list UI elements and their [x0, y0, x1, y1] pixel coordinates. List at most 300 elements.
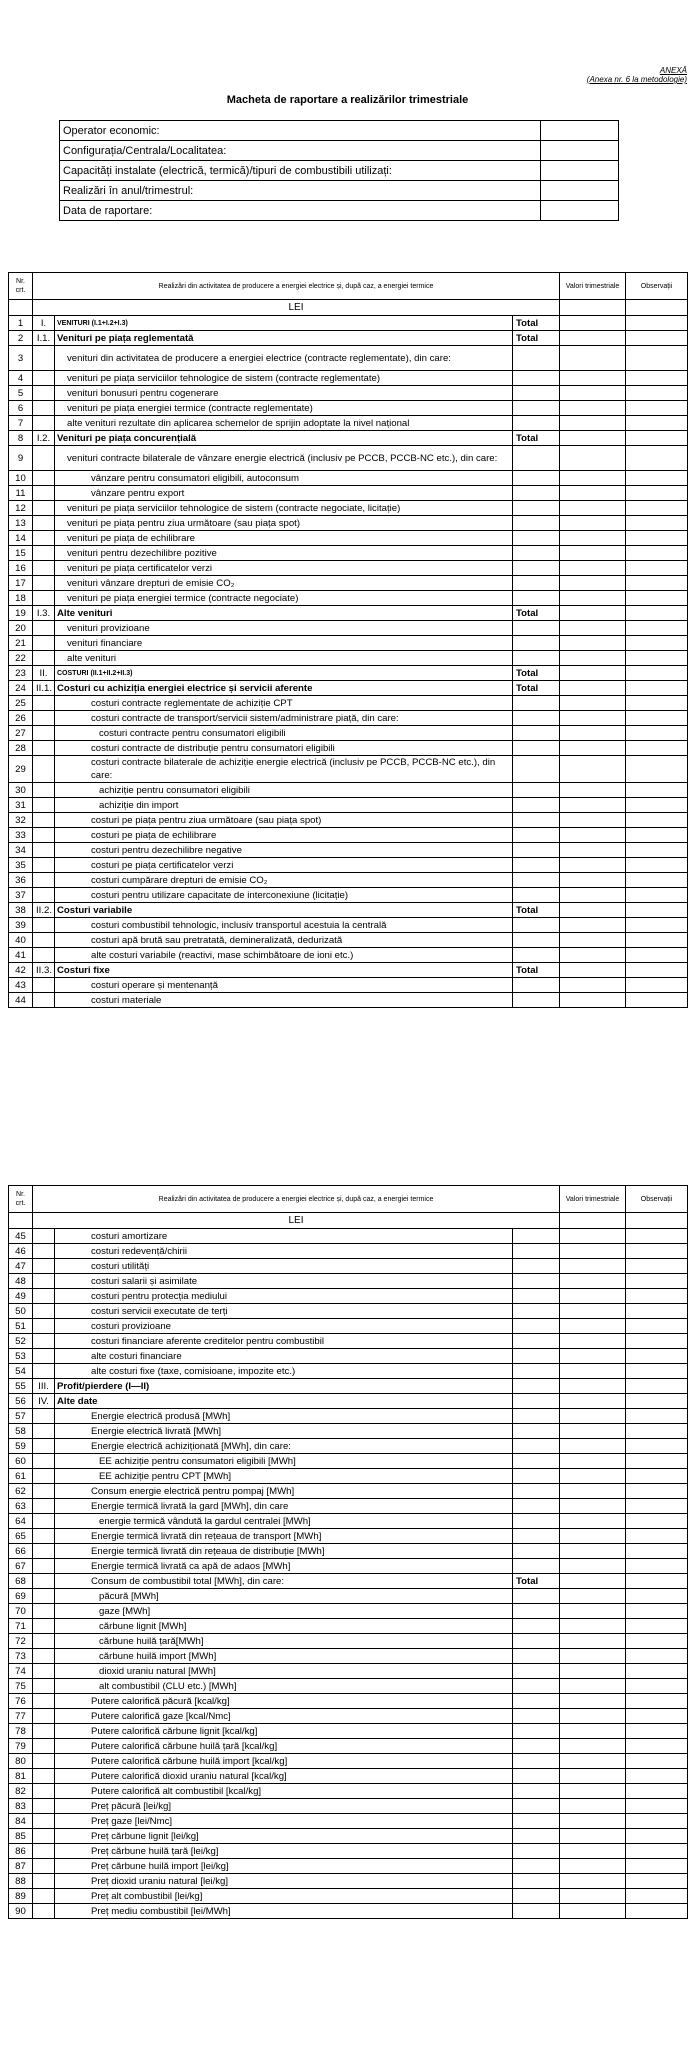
- row-total-label: [513, 1289, 560, 1304]
- row-section: [33, 1229, 55, 1244]
- row-observation-field[interactable]: [626, 1814, 688, 1829]
- row-section: [33, 918, 55, 933]
- row-value-field[interactable]: [560, 1709, 626, 1724]
- row-observation-field[interactable]: [626, 756, 688, 783]
- row-value-field[interactable]: [560, 1274, 626, 1289]
- unit-label: LEI: [33, 1213, 560, 1229]
- header-field-value[interactable]: [541, 201, 619, 221]
- row-total-label: [513, 933, 560, 948]
- row-value-field[interactable]: [560, 546, 626, 561]
- table-row: [9, 1484, 688, 1499]
- row-value-field[interactable]: [560, 756, 626, 783]
- row-observation-field[interactable]: [626, 798, 688, 813]
- table-row: [9, 726, 688, 741]
- table-row: [9, 1244, 688, 1259]
- row-description: venituri pe piața de echilibrare: [55, 531, 513, 546]
- row-total-label: [513, 1814, 560, 1829]
- header-field-value[interactable]: [541, 141, 619, 161]
- row-observation-field[interactable]: [626, 591, 688, 606]
- row-description: achiziție pentru consumatori eligibili: [55, 783, 513, 798]
- table-row: [9, 401, 688, 416]
- row-observation-field[interactable]: [626, 666, 688, 681]
- row-number: 45: [9, 1229, 33, 1244]
- row-description: cărbune lignit [MWh]: [55, 1619, 513, 1634]
- row-value-field[interactable]: [560, 948, 626, 963]
- row-value-field[interactable]: [560, 1409, 626, 1424]
- row-value-field[interactable]: [560, 1784, 626, 1799]
- row-value-field[interactable]: [560, 1724, 626, 1739]
- row-value-field[interactable]: [560, 471, 626, 486]
- row-value-field[interactable]: [560, 316, 626, 331]
- row-section: [33, 1739, 55, 1754]
- row-observation-field[interactable]: [626, 636, 688, 651]
- row-observation-field[interactable]: [626, 1874, 688, 1889]
- row-observation-field[interactable]: [626, 1409, 688, 1424]
- row-observation-field[interactable]: [626, 1799, 688, 1814]
- row-value-field[interactable]: [560, 1424, 626, 1439]
- row-observation-field[interactable]: [626, 1649, 688, 1664]
- row-value-field[interactable]: [560, 1379, 626, 1394]
- row-value-field[interactable]: [560, 1619, 626, 1634]
- row-observation-field[interactable]: [626, 516, 688, 531]
- row-observation-field[interactable]: [626, 346, 688, 371]
- header-field-value[interactable]: [541, 181, 619, 201]
- row-value-field[interactable]: [560, 516, 626, 531]
- row-observation-field[interactable]: [626, 1754, 688, 1769]
- row-value-field[interactable]: [560, 1634, 626, 1649]
- row-number: 82: [9, 1784, 33, 1799]
- table-row: [9, 331, 688, 346]
- row-total-label: [513, 471, 560, 486]
- row-number: 57: [9, 1409, 33, 1424]
- row-description: Putere calorifică cărbune lignit [kcal/kg]: [55, 1724, 513, 1739]
- row-value-field[interactable]: [560, 1229, 626, 1244]
- row-value-field[interactable]: [560, 963, 626, 978]
- row-observation-field[interactable]: [626, 1619, 688, 1634]
- row-observation-field[interactable]: [626, 1274, 688, 1289]
- row-value-field[interactable]: [560, 1334, 626, 1349]
- row-observation-field[interactable]: [626, 1574, 688, 1589]
- row-value-field[interactable]: [560, 591, 626, 606]
- row-value-field[interactable]: [560, 501, 626, 516]
- row-total-label: [513, 873, 560, 888]
- row-number: 49: [9, 1289, 33, 1304]
- row-value-field[interactable]: [560, 1394, 626, 1409]
- row-value-field[interactable]: [560, 1304, 626, 1319]
- row-observation-field[interactable]: [626, 651, 688, 666]
- row-value-field[interactable]: [560, 446, 626, 471]
- row-observation-field[interactable]: [626, 1604, 688, 1619]
- row-observation-field[interactable]: [626, 1709, 688, 1724]
- row-observation-field[interactable]: [626, 1259, 688, 1274]
- row-observation-field[interactable]: [626, 1439, 688, 1454]
- row-value-field[interactable]: [560, 1244, 626, 1259]
- table-header-row: [9, 273, 688, 300]
- table-row: [9, 1619, 688, 1634]
- row-number: 70: [9, 1604, 33, 1619]
- row-section: [33, 858, 55, 873]
- row-observation-field[interactable]: [626, 1289, 688, 1304]
- row-number: 83: [9, 1799, 33, 1814]
- row-value-field[interactable]: [560, 1874, 626, 1889]
- row-observation-field[interactable]: [626, 1679, 688, 1694]
- row-observation-field[interactable]: [626, 431, 688, 446]
- row-section: [33, 1634, 55, 1649]
- row-section: [33, 1574, 55, 1589]
- row-value-field[interactable]: [560, 1439, 626, 1454]
- table-row: [9, 316, 688, 331]
- row-observation-field[interactable]: [626, 1454, 688, 1469]
- row-observation-field[interactable]: [626, 1559, 688, 1574]
- row-observation-field[interactable]: [626, 331, 688, 346]
- row-description: venituri pe piața serviciilor tehnologice de sistem (contracte reglementate): [55, 371, 513, 386]
- row-total-label: [513, 516, 560, 531]
- row-value-field[interactable]: [560, 1319, 626, 1334]
- row-value-field[interactable]: [560, 798, 626, 813]
- row-number: 23: [9, 666, 33, 681]
- row-observation-field[interactable]: [626, 1304, 688, 1319]
- row-section: [33, 416, 55, 431]
- table-row: [9, 621, 688, 636]
- row-value-field[interactable]: [560, 828, 626, 843]
- row-total-label: [513, 1304, 560, 1319]
- row-total-label: [513, 1559, 560, 1574]
- row-total-label: [513, 561, 560, 576]
- row-observation-field[interactable]: [626, 501, 688, 516]
- row-value-field[interactable]: [560, 1454, 626, 1469]
- row-value-field[interactable]: [560, 1889, 626, 1904]
- row-observation-field[interactable]: [626, 546, 688, 561]
- row-observation-field[interactable]: [626, 918, 688, 933]
- row-observation-field[interactable]: [626, 1544, 688, 1559]
- row-number: 53: [9, 1349, 33, 1364]
- row-value-field[interactable]: [560, 993, 626, 1008]
- row-total-label: Total: [513, 431, 560, 446]
- row-value-field[interactable]: [560, 933, 626, 948]
- row-description: costuri combustibil tehnologic, inclusiv transportul acestuia la centrală: [55, 918, 513, 933]
- row-value-field[interactable]: [560, 1739, 626, 1754]
- row-observation-field[interactable]: [626, 1739, 688, 1754]
- row-value-field[interactable]: [560, 1589, 626, 1604]
- row-observation-field[interactable]: [626, 561, 688, 576]
- row-value-field[interactable]: [560, 1799, 626, 1814]
- row-description: Energie termică livrată la gard [MWh], din care: [55, 1499, 513, 1514]
- row-total-label: [513, 591, 560, 606]
- row-value-field[interactable]: [560, 1664, 626, 1679]
- row-observation-field[interactable]: [626, 1244, 688, 1259]
- row-observation-field[interactable]: [626, 576, 688, 591]
- row-observation-field[interactable]: [626, 1334, 688, 1349]
- row-value-field[interactable]: [560, 531, 626, 546]
- row-value-field[interactable]: [560, 386, 626, 401]
- row-value-field[interactable]: [560, 1574, 626, 1589]
- row-value-field[interactable]: [560, 606, 626, 621]
- row-section: [33, 401, 55, 416]
- table-row: [9, 1814, 688, 1829]
- row-observation-field[interactable]: [626, 993, 688, 1008]
- row-observation-field[interactable]: [626, 1484, 688, 1499]
- row-observation-field[interactable]: [626, 1514, 688, 1529]
- unit-row-blank: [560, 1213, 626, 1229]
- row-value-field[interactable]: [560, 681, 626, 696]
- row-value-field[interactable]: [560, 486, 626, 501]
- row-value-field[interactable]: [560, 1514, 626, 1529]
- row-observation-field[interactable]: [626, 1634, 688, 1649]
- row-value-field[interactable]: [560, 1844, 626, 1859]
- row-value-field[interactable]: [560, 813, 626, 828]
- row-value-field[interactable]: [560, 331, 626, 346]
- table-row: [9, 798, 688, 813]
- row-section: [33, 1244, 55, 1259]
- row-observation-field[interactable]: [626, 1499, 688, 1514]
- row-section: I.1.: [33, 331, 55, 346]
- row-observation-field[interactable]: [626, 1229, 688, 1244]
- row-value-field[interactable]: [560, 561, 626, 576]
- row-number: 3: [9, 346, 33, 371]
- row-observation-field[interactable]: [626, 813, 688, 828]
- row-value-field[interactable]: [560, 978, 626, 993]
- row-number: 68: [9, 1574, 33, 1589]
- row-total-label: [513, 416, 560, 431]
- row-value-field[interactable]: [560, 1349, 626, 1364]
- row-section: II.3.: [33, 963, 55, 978]
- row-observation-field[interactable]: [626, 1364, 688, 1379]
- row-observation-field[interactable]: [626, 1889, 688, 1904]
- row-observation-field[interactable]: [626, 888, 688, 903]
- row-number: 4: [9, 371, 33, 386]
- row-description: alte venituri: [55, 651, 513, 666]
- table-row: [9, 1634, 688, 1649]
- row-value-field[interactable]: [560, 1604, 626, 1619]
- row-observation-field[interactable]: [626, 933, 688, 948]
- row-value-field[interactable]: [560, 416, 626, 431]
- row-section: [33, 798, 55, 813]
- row-value-field[interactable]: [560, 873, 626, 888]
- row-section: II.: [33, 666, 55, 681]
- row-observation-field[interactable]: [626, 371, 688, 386]
- row-total-label: [513, 1364, 560, 1379]
- row-observation-field[interactable]: [626, 828, 688, 843]
- row-observation-field[interactable]: [626, 1664, 688, 1679]
- row-value-field[interactable]: [560, 666, 626, 681]
- row-observation-field[interactable]: [626, 1844, 688, 1859]
- table-row: [9, 873, 688, 888]
- row-total-label: [513, 1784, 560, 1799]
- row-total-label: [513, 1829, 560, 1844]
- row-value-field[interactable]: [560, 1859, 626, 1874]
- row-value-field[interactable]: [560, 1259, 626, 1274]
- table-row: [9, 888, 688, 903]
- row-section: IV.: [33, 1394, 55, 1409]
- table-row: [9, 948, 688, 963]
- row-number: 38: [9, 903, 33, 918]
- row-value-field[interactable]: [560, 711, 626, 726]
- row-observation-field[interactable]: [626, 1589, 688, 1604]
- row-value-field[interactable]: [560, 1364, 626, 1379]
- row-observation-field[interactable]: [626, 858, 688, 873]
- row-total-label: [513, 401, 560, 416]
- row-description: costuri operare și mentenanță: [55, 978, 513, 993]
- row-observation-field[interactable]: [626, 843, 688, 858]
- row-number: 15: [9, 546, 33, 561]
- row-observation-field[interactable]: [626, 1394, 688, 1409]
- row-description: Consum energie electrică pentru pompaj [MWh]: [55, 1484, 513, 1499]
- row-observation-field[interactable]: [626, 1319, 688, 1334]
- row-number: 54: [9, 1364, 33, 1379]
- header-field-row: [60, 201, 619, 221]
- row-observation-field[interactable]: [626, 783, 688, 798]
- row-observation-field[interactable]: [626, 1769, 688, 1784]
- row-value-field[interactable]: [560, 431, 626, 446]
- row-total-label: [513, 621, 560, 636]
- row-observation-field[interactable]: [626, 1349, 688, 1364]
- row-value-field[interactable]: [560, 741, 626, 756]
- row-value-field[interactable]: [560, 1814, 626, 1829]
- row-number: 9: [9, 446, 33, 471]
- row-total-label: [513, 888, 560, 903]
- table-row: [9, 446, 688, 471]
- row-section: [33, 486, 55, 501]
- report-table-part-1: [8, 272, 688, 1008]
- row-observation-field[interactable]: [626, 471, 688, 486]
- row-observation-field[interactable]: [626, 316, 688, 331]
- row-value-field[interactable]: [560, 1529, 626, 1544]
- row-observation-field[interactable]: [626, 531, 688, 546]
- row-value-field[interactable]: [560, 1769, 626, 1784]
- row-observation-field[interactable]: [626, 386, 688, 401]
- row-observation-field[interactable]: [626, 1829, 688, 1844]
- row-total-label: [513, 948, 560, 963]
- row-description: păcură [MWh]: [55, 1589, 513, 1604]
- row-value-field[interactable]: [560, 1469, 626, 1484]
- row-description: alte venituri rezultate din aplicarea schemelor de sprijin adoptate la nivel național: [55, 416, 513, 431]
- row-value-field[interactable]: [560, 1754, 626, 1769]
- row-value-field[interactable]: [560, 1559, 626, 1574]
- row-number: 62: [9, 1484, 33, 1499]
- row-description: venituri contracte bilaterale de vânzare energie electrică (inclusiv pe PCCB, PCCB-NC etc.), din care:: [55, 446, 513, 471]
- header-field-label: Operator economic:: [60, 121, 541, 141]
- row-number: 59: [9, 1439, 33, 1454]
- row-value-field[interactable]: [560, 696, 626, 711]
- row-observation-field[interactable]: [626, 948, 688, 963]
- header-field-value[interactable]: [541, 121, 619, 141]
- row-value-field[interactable]: [560, 1499, 626, 1514]
- row-observation-field[interactable]: [626, 978, 688, 993]
- row-number: 61: [9, 1469, 33, 1484]
- row-section: [33, 1334, 55, 1349]
- row-observation-field[interactable]: [626, 711, 688, 726]
- row-description: Costuri variabile: [55, 903, 513, 918]
- row-total-label: [513, 1874, 560, 1889]
- row-observation-field[interactable]: [626, 1529, 688, 1544]
- table-row: [9, 858, 688, 873]
- row-observation-field[interactable]: [626, 1379, 688, 1394]
- table-header-row: [9, 1186, 688, 1213]
- row-description: Energie electrică achiziționată [MWh], din care:: [55, 1439, 513, 1454]
- row-total-label: [513, 1889, 560, 1904]
- row-value-field[interactable]: [560, 783, 626, 798]
- row-observation-field[interactable]: [626, 486, 688, 501]
- row-value-field[interactable]: [560, 636, 626, 651]
- row-value-field[interactable]: [560, 371, 626, 386]
- table-row: [9, 531, 688, 546]
- row-value-field[interactable]: [560, 621, 626, 636]
- row-number: 86: [9, 1844, 33, 1859]
- row-number: 37: [9, 888, 33, 903]
- row-total-label: [513, 1769, 560, 1784]
- row-value-field[interactable]: [560, 1649, 626, 1664]
- row-value-field[interactable]: [560, 1694, 626, 1709]
- row-value-field[interactable]: [560, 346, 626, 371]
- table-row: [9, 1559, 688, 1574]
- row-section: [33, 1859, 55, 1874]
- report-header-table: [59, 120, 619, 221]
- header-field-value[interactable]: [541, 161, 619, 181]
- row-total-label: [513, 741, 560, 756]
- table-row: [9, 1829, 688, 1844]
- row-observation-field[interactable]: [626, 1694, 688, 1709]
- row-value-field[interactable]: [560, 401, 626, 416]
- row-observation-field[interactable]: [626, 1859, 688, 1874]
- row-description: costuri contracte de transport/servicii sistem/administrare piață, din care:: [55, 711, 513, 726]
- row-observation-field[interactable]: [626, 1424, 688, 1439]
- row-observation-field[interactable]: [626, 1469, 688, 1484]
- row-value-field[interactable]: [560, 1829, 626, 1844]
- row-observation-field[interactable]: [626, 1904, 688, 1919]
- row-total-label: [513, 828, 560, 843]
- row-observation-field[interactable]: [626, 963, 688, 978]
- row-observation-field[interactable]: [626, 873, 688, 888]
- row-value-field[interactable]: [560, 1679, 626, 1694]
- row-value-field[interactable]: [560, 1289, 626, 1304]
- row-observation-field[interactable]: [626, 401, 688, 416]
- row-observation-field[interactable]: [626, 416, 688, 431]
- row-total-label: [513, 546, 560, 561]
- row-total-label: [513, 1694, 560, 1709]
- row-section: [33, 1799, 55, 1814]
- row-value-field[interactable]: [560, 918, 626, 933]
- row-value-field[interactable]: [560, 651, 626, 666]
- row-value-field[interactable]: [560, 843, 626, 858]
- row-observation-field[interactable]: [626, 1784, 688, 1799]
- row-observation-field[interactable]: [626, 1724, 688, 1739]
- table-row: [9, 636, 688, 651]
- row-observation-field[interactable]: [626, 621, 688, 636]
- row-total-label: [513, 1514, 560, 1529]
- table-row: [9, 606, 688, 621]
- table-row: [9, 1784, 688, 1799]
- row-total-label: [513, 346, 560, 371]
- row-value-field[interactable]: [560, 1904, 626, 1919]
- row-description: venituri bonusuri pentru cogenerare: [55, 386, 513, 401]
- row-observation-field[interactable]: [626, 726, 688, 741]
- row-value-field[interactable]: [560, 888, 626, 903]
- row-observation-field[interactable]: [626, 681, 688, 696]
- row-number: 30: [9, 783, 33, 798]
- row-value-field[interactable]: [560, 858, 626, 873]
- row-observation-field[interactable]: [626, 741, 688, 756]
- row-observation-field[interactable]: [626, 903, 688, 918]
- row-observation-field[interactable]: [626, 696, 688, 711]
- row-value-field[interactable]: [560, 903, 626, 918]
- row-value-field[interactable]: [560, 726, 626, 741]
- row-value-field[interactable]: [560, 1484, 626, 1499]
- row-observation-field[interactable]: [626, 446, 688, 471]
- row-total-label: Total: [513, 681, 560, 696]
- row-value-field[interactable]: [560, 576, 626, 591]
- row-observation-field[interactable]: [626, 606, 688, 621]
- row-value-field[interactable]: [560, 1544, 626, 1559]
